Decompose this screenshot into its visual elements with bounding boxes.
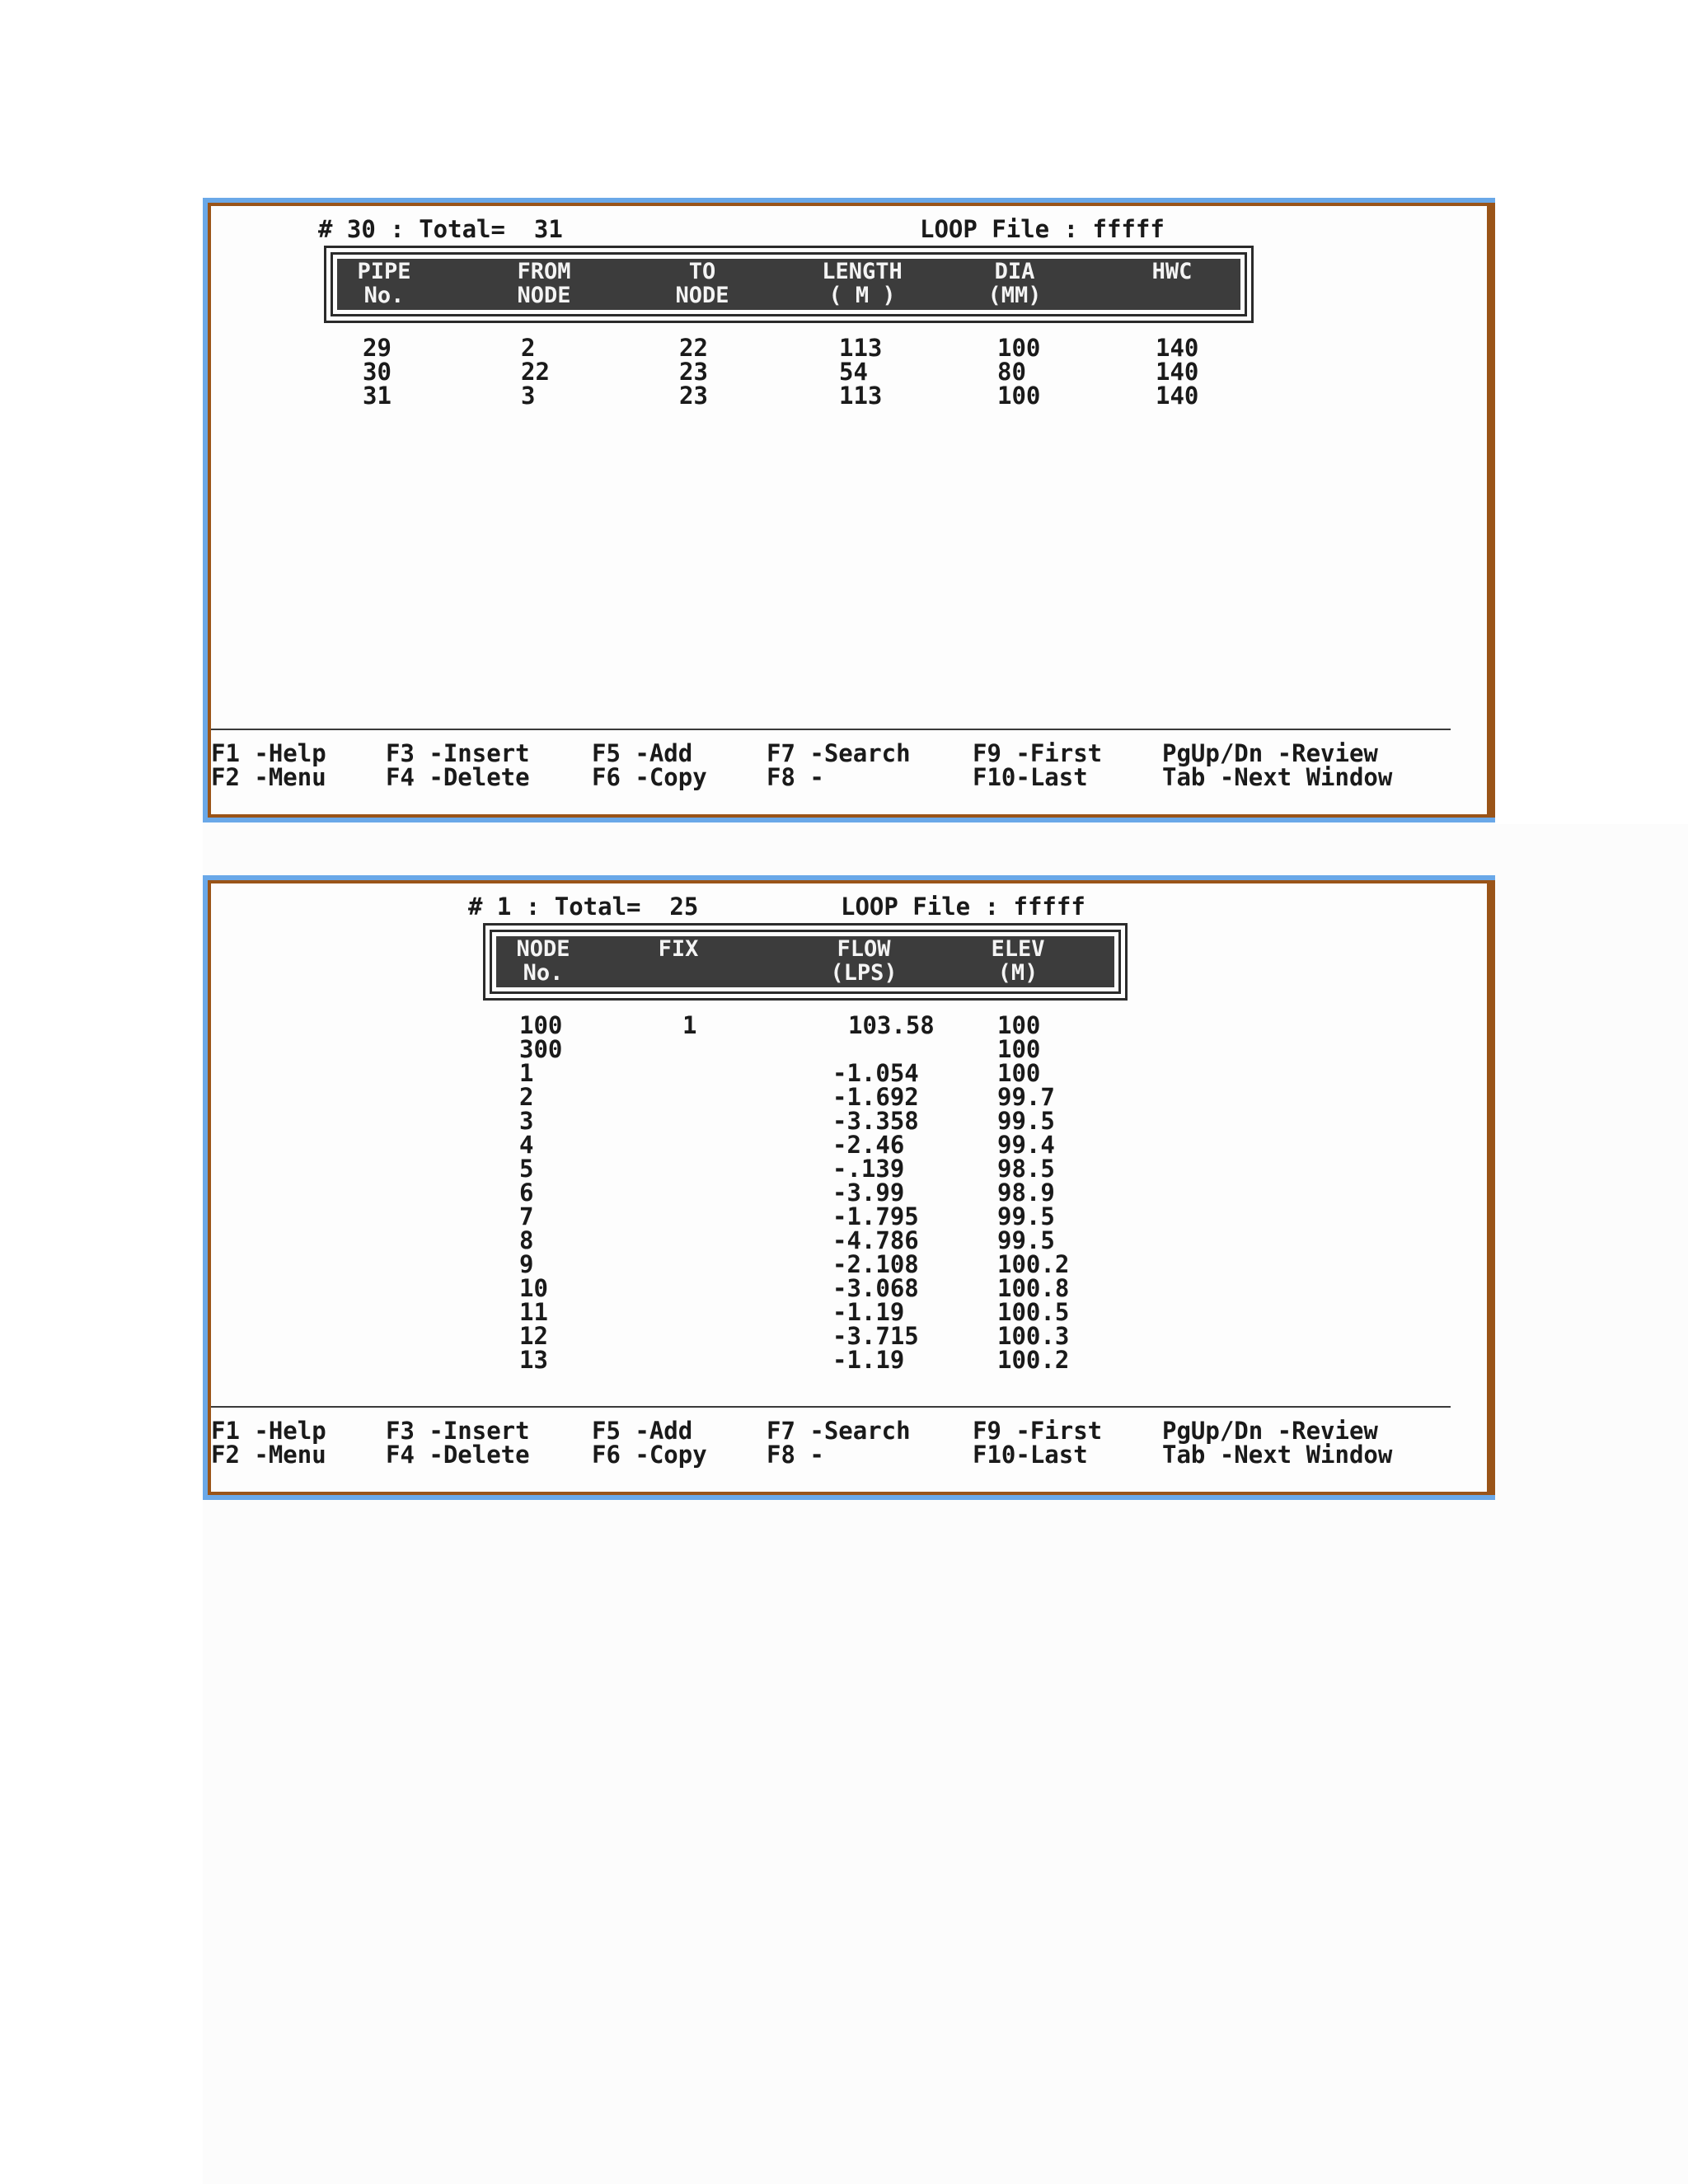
hwc-cell: 140 <box>1156 334 1199 362</box>
next-window-key[interactable]: Tab -Next Window <box>1162 1441 1393 1469</box>
pipe-data-screen <box>203 198 1495 823</box>
flow-cell: -3.99 <box>832 1179 905 1207</box>
from-node-cell: 3 <box>521 382 536 410</box>
pipe-screen-body <box>211 206 1487 814</box>
pipe-no-cell: 31 <box>363 382 392 410</box>
header-elev: ELEV (M) <box>991 936 1045 986</box>
flow-cell: -1.19 <box>832 1346 905 1374</box>
dia-cell: 100 <box>997 382 1041 410</box>
elev-cell: 98.5 <box>997 1155 1055 1183</box>
header-hwc: HWC <box>1151 259 1193 284</box>
node-data-screen <box>203 875 1495 1500</box>
search-key[interactable]: F7 -Search <box>767 739 911 767</box>
record-counter: # 30 : Total= 31 <box>318 215 563 243</box>
elev-cell: 100.3 <box>997 1322 1070 1350</box>
copy-key[interactable]: F6 -Copy <box>592 1441 707 1469</box>
elev-cell: 99.5 <box>997 1107 1055 1135</box>
flow-cell: -1.054 <box>832 1059 919 1087</box>
node-no-cell: 100 <box>519 1011 563 1039</box>
flow-cell: -3.358 <box>832 1107 919 1135</box>
pipe-no-cell: 30 <box>363 358 392 386</box>
header-length: LENGTH ( M ) <box>822 259 903 308</box>
node-no-cell: 10 <box>519 1274 548 1302</box>
node-no-cell: 13 <box>519 1346 548 1374</box>
insert-key[interactable]: F3 -Insert <box>386 1417 530 1445</box>
flow-cell: -1.795 <box>832 1202 919 1230</box>
flow-cell: -3.068 <box>832 1274 919 1302</box>
first-key[interactable]: F9 -First <box>973 739 1103 767</box>
to-node-cell: 22 <box>679 334 708 362</box>
hwc-cell: 140 <box>1156 382 1199 410</box>
node-no-cell: 300 <box>519 1035 563 1063</box>
node-no-cell: 7 <box>519 1202 534 1230</box>
divider <box>211 729 1451 730</box>
elev-cell: 99.5 <box>997 1226 1055 1254</box>
elev-cell: 100 <box>997 1059 1041 1087</box>
dia-cell: 80 <box>997 358 1026 386</box>
flow-cell: -2.46 <box>832 1131 905 1159</box>
delete-key[interactable]: F4 -Delete <box>386 763 530 791</box>
elev-cell: 100 <box>997 1035 1041 1063</box>
flow-cell: -3.715 <box>832 1322 919 1350</box>
length-cell: 54 <box>839 358 868 386</box>
help-key[interactable]: F1 -Help <box>211 739 326 767</box>
insert-key[interactable]: F3 -Insert <box>386 739 530 767</box>
menu-key[interactable]: F2 -Menu <box>211 1441 326 1469</box>
add-key[interactable]: F5 -Add <box>592 1417 693 1445</box>
header-pipe-no: PIPE No. <box>357 259 411 308</box>
to-node-cell: 23 <box>679 382 708 410</box>
elev-cell: 100.2 <box>997 1250 1070 1278</box>
header-fix: FIX <box>658 936 699 962</box>
review-key[interactable]: PgUp/Dn -Review <box>1162 739 1378 767</box>
column-header-box <box>324 246 1254 323</box>
length-cell: 113 <box>839 334 883 362</box>
flow-cell: 103.58 <box>848 1011 935 1039</box>
flow-cell: -4.786 <box>832 1226 919 1254</box>
f8-key[interactable]: F8 - <box>767 1441 824 1469</box>
node-no-cell: 1 <box>519 1059 534 1087</box>
node-no-cell: 5 <box>519 1155 534 1183</box>
length-cell: 113 <box>839 382 883 410</box>
header-dia: DIA (MM) <box>987 259 1042 308</box>
flow-cell: -2.108 <box>832 1250 919 1278</box>
add-key[interactable]: F5 -Add <box>592 739 693 767</box>
elev-cell: 100 <box>997 1011 1041 1039</box>
header-flow: FLOW (LPS) <box>830 936 898 986</box>
node-screen-body <box>211 883 1487 1492</box>
from-node-cell: 2 <box>521 334 536 362</box>
elev-cell: 99.5 <box>997 1202 1055 1230</box>
elev-cell: 100.8 <box>997 1274 1070 1302</box>
file-name: LOOP File : fffff <box>920 215 1165 243</box>
last-key[interactable]: F10-Last <box>973 763 1088 791</box>
node-no-cell: 6 <box>519 1179 534 1207</box>
f8-key[interactable]: F8 - <box>767 763 824 791</box>
node-no-cell: 4 <box>519 1131 534 1159</box>
dia-cell: 100 <box>997 334 1041 362</box>
elev-cell: 99.7 <box>997 1083 1055 1111</box>
search-key[interactable]: F7 -Search <box>767 1417 911 1445</box>
hwc-cell: 140 <box>1156 358 1199 386</box>
node-no-cell: 3 <box>519 1107 534 1135</box>
to-node-cell: 23 <box>679 358 708 386</box>
flow-cell: -1.692 <box>832 1083 919 1111</box>
pipe-no-cell: 29 <box>363 334 392 362</box>
node-no-cell: 11 <box>519 1298 548 1326</box>
node-no-cell: 2 <box>519 1083 534 1111</box>
help-key[interactable]: F1 -Help <box>211 1417 326 1445</box>
last-key[interactable]: F10-Last <box>973 1441 1088 1469</box>
elev-cell: 100.2 <box>997 1346 1070 1374</box>
header-node-no: NODE No. <box>516 936 570 986</box>
file-name: LOOP File : fffff <box>841 893 1085 921</box>
first-key[interactable]: F9 -First <box>973 1417 1103 1445</box>
divider <box>211 1406 1451 1408</box>
elev-cell: 98.9 <box>997 1179 1055 1207</box>
flow-cell: -1.19 <box>832 1298 905 1326</box>
flow-cell: -.139 <box>832 1155 905 1183</box>
header-from-node: FROM NODE <box>517 259 571 308</box>
next-window-key[interactable]: Tab -Next Window <box>1162 763 1393 791</box>
copy-key[interactable]: F6 -Copy <box>592 763 707 791</box>
from-node-cell: 22 <box>521 358 550 386</box>
delete-key[interactable]: F4 -Delete <box>386 1441 530 1469</box>
menu-key[interactable]: F2 -Menu <box>211 763 326 791</box>
node-no-cell: 9 <box>519 1250 534 1278</box>
elev-cell: 99.4 <box>997 1131 1055 1159</box>
column-header-box <box>483 923 1128 1001</box>
elev-cell: 100.5 <box>997 1298 1070 1326</box>
node-no-cell: 8 <box>519 1226 534 1254</box>
review-key[interactable]: PgUp/Dn -Review <box>1162 1417 1378 1445</box>
node-no-cell: 12 <box>519 1322 548 1350</box>
record-counter: # 1 : Total= 25 <box>468 893 699 921</box>
fix-cell: 1 <box>682 1011 697 1039</box>
header-to-node: TO NODE <box>675 259 729 308</box>
